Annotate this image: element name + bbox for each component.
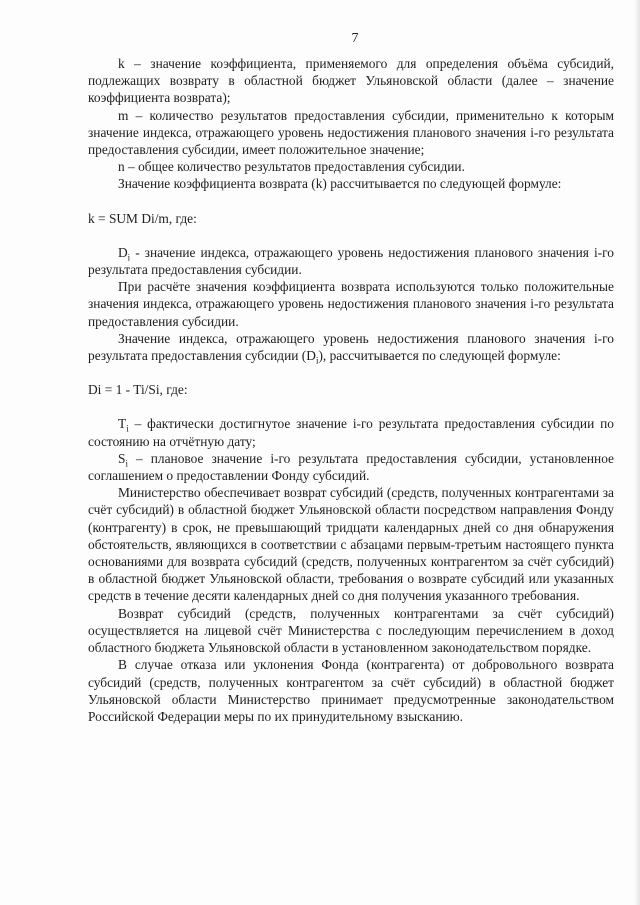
di-variable: D [118,244,128,260]
di-intro-subscript: i [315,355,319,366]
paragraph-di-definition [88,244,614,278]
paragraph-enforcement: В случае отказа или уклонения Фонда (контрагента) от добровольного возврата субсидий (средств, полученных контрагентом за счёт субсидий) в областной бюджет Ульяновской области Министерство принимает предусмотренные законодательством Российской Федерации меры по их принудительному взысканию. [88,657,614,724]
paragraph-n-definition: n – общее количество результатов предоставления субсидии. [118,159,465,175]
paragraph-ti-definition [88,415,614,449]
page-number: 7 [351,31,359,46]
formula-di-text: Di = 1 - Ti/Si, где: [88,382,188,398]
si-variable: S [118,450,126,466]
paragraph-ministry-return: Министерство обеспечивает возврат субсидий (средств, полученных контрагентами за счёт субсидий) в областной бюджет Ульяновской области посредством направления Фонду (контрагенту) в срок, не превышающий тридцати календарных дней со дня обнаружения обстоятельств, являющихся в соответствии с абзацами первым-третьим настоящего пункта основаниями для возврата субсидий (средств, полученных контрагентом за счёт субсидий) в областной бюджет Ульяновской области, требования о возврате субсидий или указанных средств в течение десяти календарных дней со дня получения указанного требования. [88,485,614,604]
paragraph-si-definition [88,450,614,484]
page-edge-shadow [634,0,640,905]
di-intro-text-a: Значение индекса, отражающего уровень недостижения планового значения i-го результата предоставления субсидии (D [88,330,614,364]
di-definition-text: - значение индекса, отражающего уровень недостижения планового значения i-го результата предоставления субсидии. [88,244,614,278]
formula-di [88,381,614,398]
formula-k-text: k = SUM Di/m, где: [88,210,197,226]
document-body [88,55,614,725]
paragraph-m-definition: m – количество результатов предоставления субсидии, применительно к которым значение индекса, отражающего уровень недостижения планового значения i-го результата предоставления субсидии, имеет положительное значение; [88,107,614,158]
di-subscript: i [127,252,131,263]
si-subscript: i [125,458,128,469]
ti-subscript: i [126,424,129,435]
formula-k [88,210,614,227]
si-definition-text: – плановое значение i-го результата предоставления субсидии, установленное соглашением о предоставлении Фонду субсидий. [88,450,614,484]
paragraph-return-account: Возврат субсидий (средств, полученных контрагентами за счёт субсидий) осуществляется на лицевой счёт Министерства с последующим перечислением в доход областного бюджета Ульяновской области в установленном законодательством порядке. [88,605,614,656]
ti-variable: T [118,416,127,432]
paragraph-di-formula-intro [88,330,614,364]
ti-definition-text: – фактически достигнутое значение i-го результата предоставления субсидии по состоянию на отчётную дату; [88,416,614,449]
paragraph-k-definition: k – значение коэффициента, применяемого для определения объёма субсидий, подлежащих возврату в областной бюджет Ульяновской области (далее – значение коэффициента возврата); [88,56,614,106]
di-intro-text-b: ), рассчитывается по следующей формуле: [318,348,561,364]
paragraph-k-formula-intro: Значение коэффициента возврата (k) рассчитывается по следующей формуле: [118,176,562,192]
paragraph-positive-values: При расчёте значения коэффициента возврата используются только положительные значения индекса, отражающего уровень недостижения планового значения i-го результата предоставления субсидии. [88,279,614,329]
